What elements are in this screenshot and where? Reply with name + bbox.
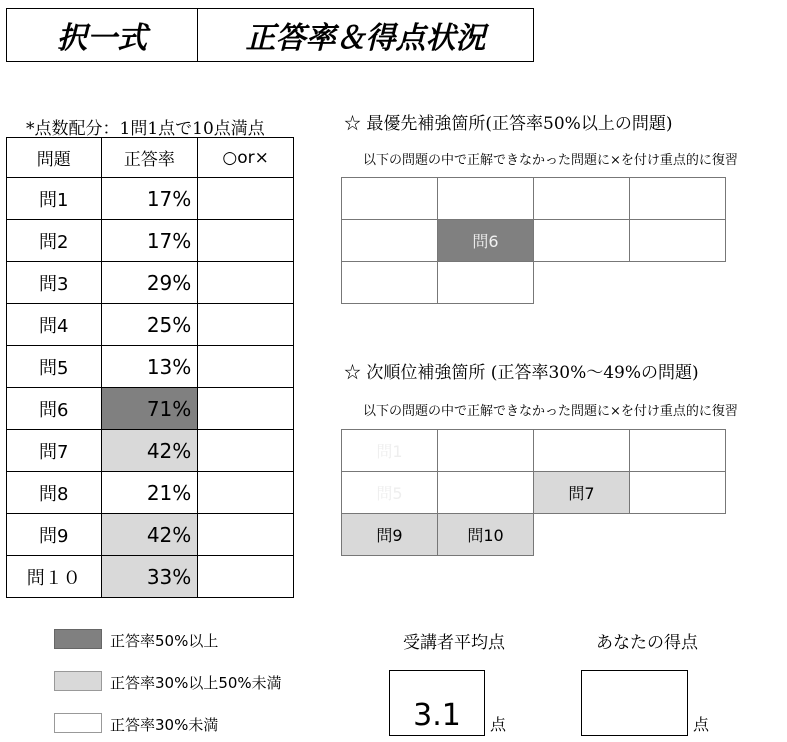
grid-empty [534, 514, 630, 556]
question-cell: 問5 [7, 346, 102, 388]
question-cell: 問8 [7, 472, 102, 514]
mark-input-cell[interactable] [198, 556, 294, 598]
priority-grid-cell [342, 262, 438, 304]
average-score-unit: 点 [490, 715, 507, 734]
mark-input-cell[interactable] [198, 472, 294, 514]
grid-empty [630, 262, 726, 304]
average-score-value: 3.1 [413, 698, 461, 733]
rate-cell: 17% [101, 220, 198, 262]
priority-grid-cell [342, 178, 438, 220]
table-row [7, 472, 294, 514]
legend-swatch-mid [54, 671, 102, 691]
secondary-grid-cell: 問9 [342, 514, 438, 556]
rate-cell: 13% [101, 346, 198, 388]
priority-grid-cell [534, 178, 630, 220]
question-cell: 問2 [7, 220, 102, 262]
legend-swatch-low [54, 713, 102, 733]
header-left [6, 8, 198, 62]
priority-grid-cell [438, 178, 534, 220]
secondary-grid-cell [438, 472, 534, 514]
secondary-grid [341, 429, 726, 556]
secondary-grid-cell: 問10 [438, 514, 534, 556]
score-table [6, 137, 294, 598]
col-header-mark: ○or× [198, 138, 294, 178]
question-cell: 問１０ [7, 556, 102, 598]
header-title-right: 正答率＆得点状況 [245, 21, 486, 56]
mark-input-cell[interactable] [198, 262, 294, 304]
score-note: *点数配分：1問1点で10点満点 [26, 119, 265, 139]
mark-input-cell[interactable] [198, 430, 294, 472]
table-row [7, 388, 294, 430]
table-row [7, 220, 294, 262]
table-row [7, 346, 294, 388]
header-title-left: 択一式 [57, 21, 147, 56]
table-row [7, 304, 294, 346]
table-row [7, 514, 294, 556]
grid-empty [630, 514, 726, 556]
rate-cell: 29% [101, 262, 198, 304]
secondary-grid-cell [534, 430, 630, 472]
priority-grid-cell [534, 220, 630, 262]
mark-input-cell[interactable] [198, 346, 294, 388]
table-row [7, 262, 294, 304]
average-score-label: 受講者平均点 [403, 633, 505, 653]
rate-cell: 33% [101, 556, 198, 598]
average-score-box [389, 670, 485, 736]
priority-grid-cell [342, 220, 438, 262]
legend-swatch-high [54, 629, 102, 649]
question-cell: 問1 [7, 178, 102, 220]
question-cell: 問3 [7, 262, 102, 304]
secondary-title: ☆ 次順位補強箇所 (正答率30%～49%の問題) [344, 363, 699, 383]
priority-title: ☆ 最優先補強箇所(正答率50%以上の問題) [344, 114, 673, 134]
rate-cell: 42% [101, 514, 198, 556]
my-score-label: あなたの得点 [596, 633, 698, 653]
legend-label-high: 正答率50%以上 [110, 632, 219, 650]
question-cell: 問4 [7, 304, 102, 346]
secondary-grid-cell: 問1 [342, 430, 438, 472]
rate-cell: 21% [101, 472, 198, 514]
priority-grid-cell [630, 178, 726, 220]
table-row [7, 556, 294, 598]
secondary-grid-cell [630, 430, 726, 472]
rate-cell: 17% [101, 178, 198, 220]
legend-label-low: 正答率30%未満 [110, 716, 219, 734]
priority-grid-cell [438, 262, 534, 304]
mark-input-cell[interactable] [198, 514, 294, 556]
mark-input-cell[interactable] [198, 220, 294, 262]
legend-label-mid: 正答率30%以上50%未満 [110, 674, 282, 692]
priority-grid [341, 177, 726, 304]
priority-subtitle: 以下の問題の中で正解できなかった問題に×を付け重点的に復習 [363, 153, 738, 168]
table-row [7, 178, 294, 220]
col-header-rate: 正答率 [101, 138, 198, 178]
question-cell: 問9 [7, 514, 102, 556]
question-cell: 問7 [7, 430, 102, 472]
question-cell: 問6 [7, 388, 102, 430]
secondary-grid-cell: 問5 [342, 472, 438, 514]
header-right [197, 8, 534, 62]
priority-grid-cell: 問6 [438, 220, 534, 262]
secondary-subtitle: 以下の問題の中で正解できなかった問題に×を付け重点的に復習 [363, 404, 738, 419]
table-row [7, 430, 294, 472]
rate-cell: 42% [101, 430, 198, 472]
secondary-grid-cell [630, 472, 726, 514]
col-header-question: 問題 [7, 138, 102, 178]
mark-input-cell[interactable] [198, 304, 294, 346]
grid-empty [534, 262, 630, 304]
secondary-grid-cell [438, 430, 534, 472]
priority-grid-cell [630, 220, 726, 262]
my-score-unit: 点 [693, 715, 710, 734]
rate-cell: 71% [101, 388, 198, 430]
mark-input-cell[interactable] [198, 388, 294, 430]
my-score-box[interactable] [581, 670, 688, 736]
rate-cell: 25% [101, 304, 198, 346]
secondary-grid-cell: 問7 [534, 472, 630, 514]
mark-input-cell[interactable] [198, 178, 294, 220]
